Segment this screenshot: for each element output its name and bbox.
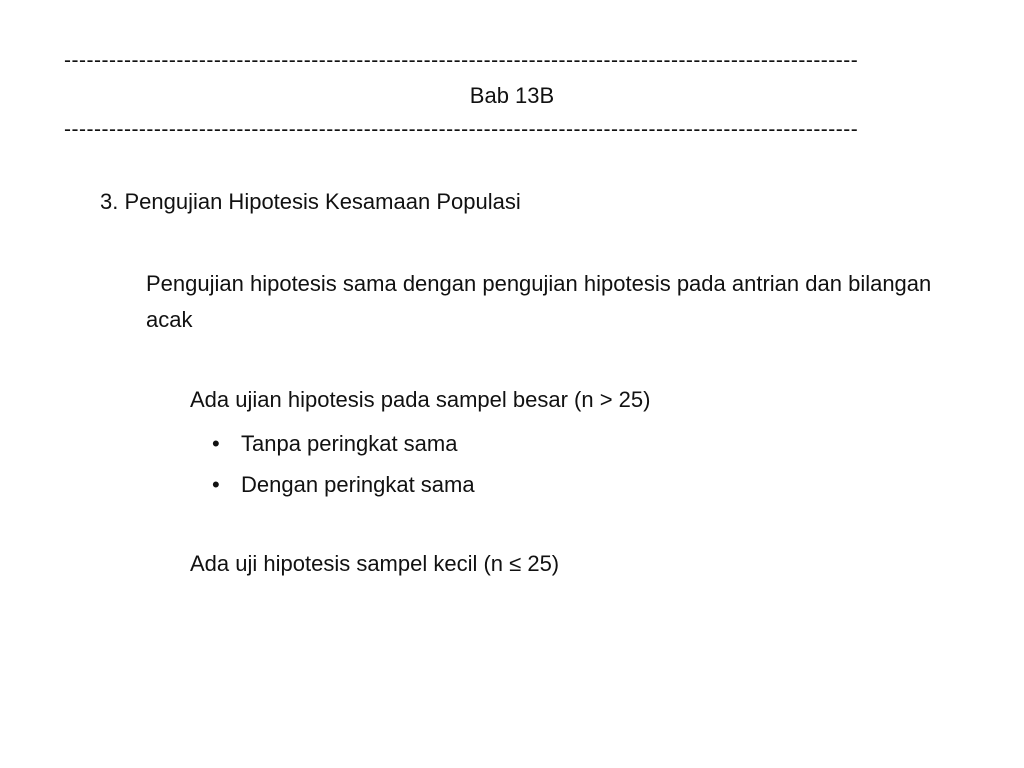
bullet-text: Tanpa peringkat sama [241, 431, 458, 456]
list-item [212, 423, 475, 464]
intro-paragraph: Pengujian hipotesis sama dengan pengujian hipotesis pada antrian dan bilangan acak [146, 271, 932, 332]
bullet-icon: • [212, 472, 220, 497]
bullet-list [212, 423, 475, 505]
section-heading: 3. Pengujian Hipotesis Kesamaan Populasi [100, 189, 521, 214]
top-dashed-rule: ---------------------------------------------------------------------------------------------------------- [64, 49, 859, 72]
bullet-text: Dengan peringkat sama [241, 472, 475, 497]
list-item [212, 464, 475, 505]
bottom-dashed-rule: ---------------------------------------------------------------------------------------------------------- [64, 118, 859, 141]
slide-title: Bab 13B [469, 83, 555, 108]
large-sample-line: Ada ujian hipotesis pada sampel besar (n > 25) [190, 387, 651, 412]
bullet-icon: • [212, 431, 220, 456]
small-sample-line: Ada uji hipotesis sampel kecil (n ≤ 25) [190, 551, 560, 576]
